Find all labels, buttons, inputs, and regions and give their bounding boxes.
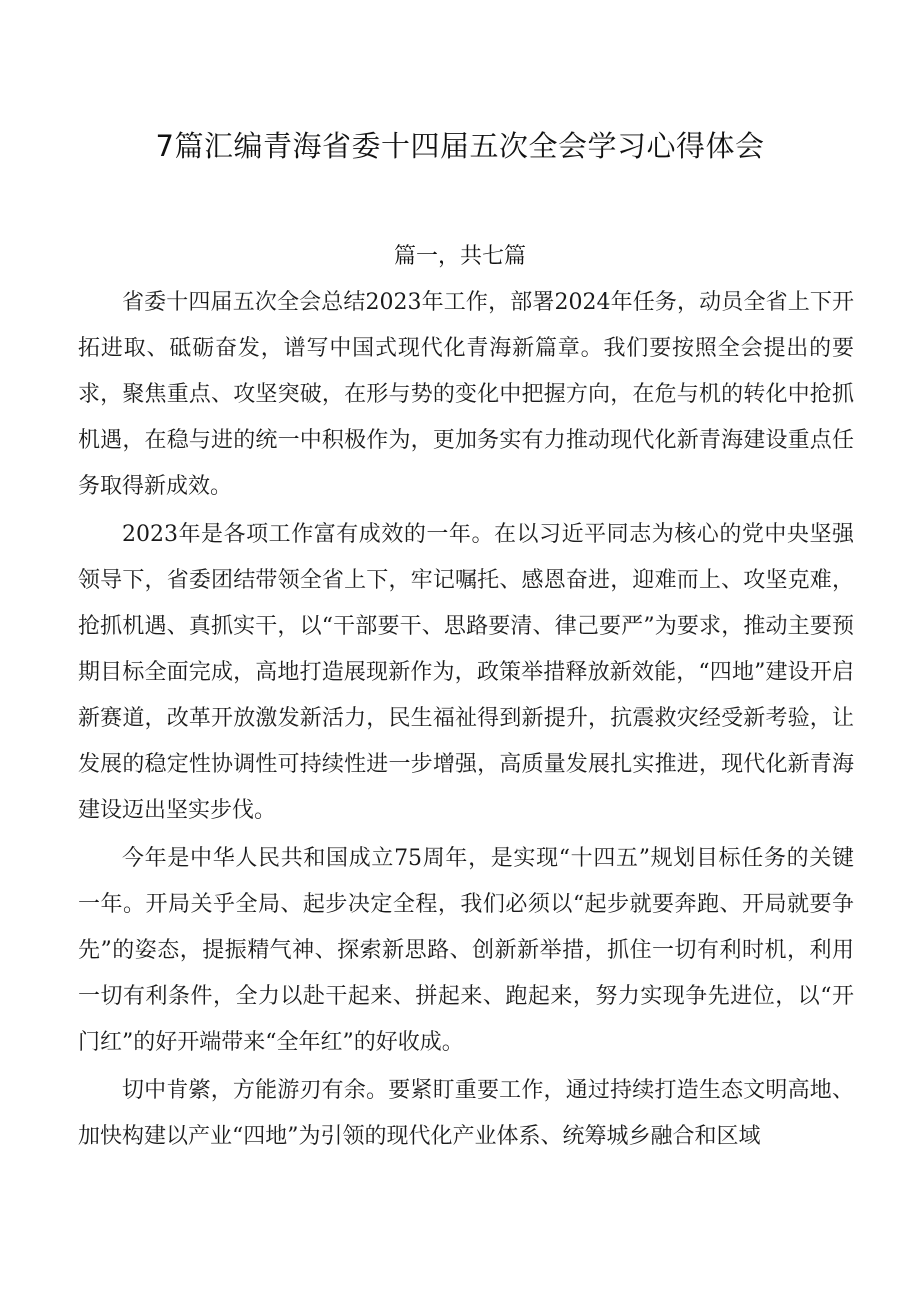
paragraph: 今年是中华人民共和国成立75周年，是实现“十四五”规划目标任务的关键一年。开局关乎全局、起步决定全程，我们必须以“起步就要奔跑、开局就要争先”的姿态，提振精气神、探索新思路、创新新举措，抓住一切有利时机，利用一切有利条件，全力以赴干起来、拼起来、跑起来，努力实现争先进位，以“开门红”的好开端带来“全年红”的好收成。: [78, 846, 854, 1055]
section-heading: 篇一，共七篇: [393, 244, 526, 269]
paragraph: 2023年是各项工作富有成效的一年。在以习近平同志为核心的党中央坚强领导下，省委团结带领全省上下，牢记嘱托、感恩奋进，迎难而上、攻坚克难，抢抓机遇、真抓实干，以“干部要干、思路要清、律己要严”为要求，推动主要预期目标全面完成，高地打造展现新作为，政策举措释放新效能，“四地”建设开启新赛道，改革开放激发新活力，民生福祉得到新提升，抗震救灾经受新考验，让发展的稳定性协调性可持续性进一步增强，高质量发展扎实推进，现代化新青海建设迈出坚实步伐。: [78, 522, 854, 823]
document-title: 7篇汇编青海省委十四届五次全会学习心得体会: [155, 129, 765, 163]
document-body: [78, 280, 854, 1162]
paragraph: 切中肯綮，方能游刃有余。要紧盯重要工作，通过持续打造生态文明高地、加快构建以产业“四地”为引领的现代化产业体系、统筹城乡融合和区域: [78, 1078, 854, 1149]
paragraph: 省委十四届五次全会总结2023年工作，部署2024年任务，动员全省上下开拓进取、砥砺奋发，谱写中国式现代化青海新篇章。我们要按照全会提出的要求，聚焦重点、攻坚突破，在形与势的变化中把握方向，在危与机的转化中抢抓机遇，在稳与进的统一中积极作为，更加务实有力推动现代化新青海建设重点任务取得新成效。: [78, 290, 854, 499]
